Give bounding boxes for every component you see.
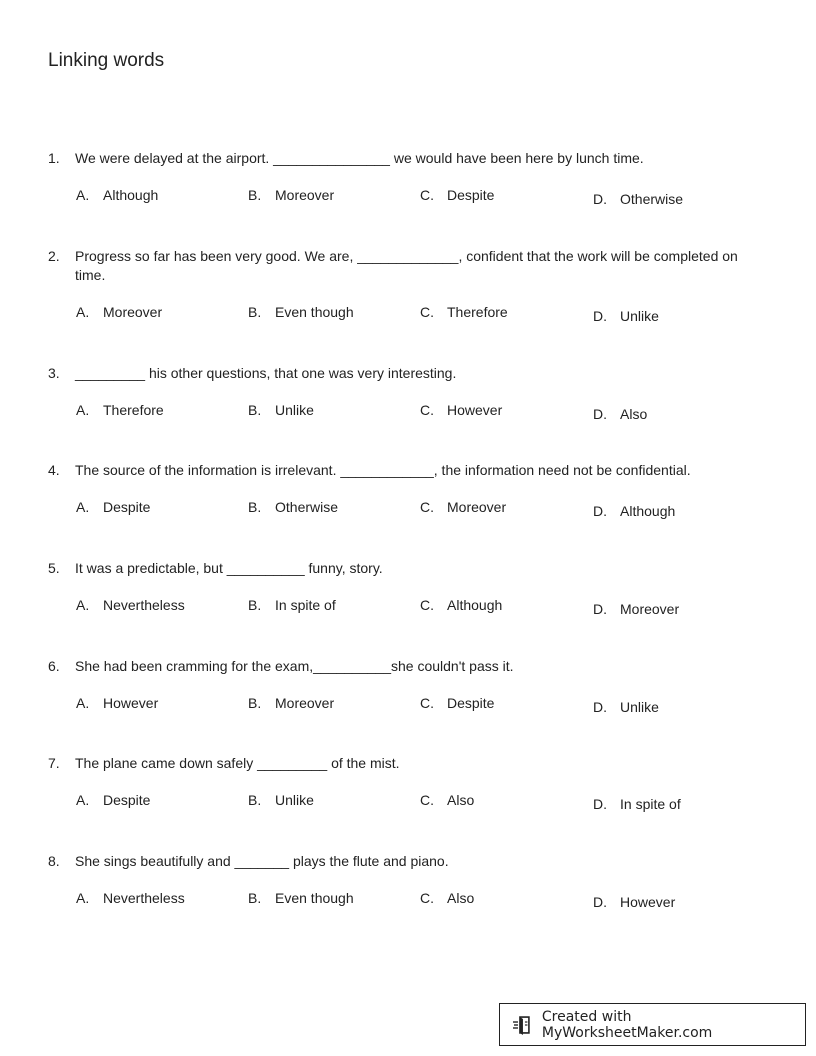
question-number: 6. xyxy=(48,658,60,674)
option-d[interactable]: D. Moreover xyxy=(593,601,680,617)
answer-options xyxy=(48,792,768,816)
answer-options xyxy=(48,890,768,914)
option-d[interactable]: D. Unlike xyxy=(593,699,659,715)
question-7 xyxy=(48,754,768,816)
question-6 xyxy=(48,657,768,719)
question-number: 3. xyxy=(48,365,60,381)
question-number: 4. xyxy=(48,462,60,478)
question-4 xyxy=(48,461,768,523)
page-title: Linking words xyxy=(48,50,165,71)
answer-options xyxy=(48,187,768,211)
question-text: The source of the information is irrelevant. ____________, the information need not be confidential. xyxy=(75,462,691,478)
option-b[interactable]: B. Otherwise xyxy=(248,499,339,515)
option-b[interactable]: B. Unlike xyxy=(248,402,314,418)
option-b[interactable]: B. Unlike xyxy=(248,792,314,808)
option-b[interactable]: B. Even though xyxy=(248,304,354,320)
question-8 xyxy=(48,852,768,914)
option-b[interactable]: B. Even though xyxy=(248,890,354,906)
option-c[interactable]: C. Also xyxy=(420,792,475,808)
option-a[interactable]: A. Nevertheless xyxy=(76,597,185,613)
question-text: _________ his other questions, that one was very interesting. xyxy=(75,365,457,381)
answer-options xyxy=(48,597,768,621)
question-text: She had been cramming for the exam,__________she couldn't pass it. xyxy=(75,658,514,674)
question-text: The plane came down safely _________ of the mist. xyxy=(75,755,400,771)
question-5 xyxy=(48,559,768,621)
option-c[interactable]: C. Moreover xyxy=(420,499,507,515)
option-c[interactable]: C. Despite xyxy=(420,187,495,203)
option-d[interactable]: D. Otherwise xyxy=(593,191,684,207)
answer-options xyxy=(48,304,768,328)
option-d[interactable]: D. In spite of xyxy=(593,796,681,812)
option-a[interactable]: A. Although xyxy=(76,187,159,203)
question-1 xyxy=(48,149,768,211)
option-d[interactable]: D. Also xyxy=(593,406,648,422)
question-2 xyxy=(48,247,768,328)
option-b[interactable]: B. In spite of xyxy=(248,597,336,613)
answer-options xyxy=(48,402,768,426)
question-number: 7. xyxy=(48,755,60,771)
option-d[interactable]: D. However xyxy=(593,894,676,910)
option-c[interactable]: C. Also xyxy=(420,890,475,906)
option-c[interactable]: C. Despite xyxy=(420,695,495,711)
option-b[interactable]: B. Moreover xyxy=(248,695,335,711)
option-a[interactable]: A. Despite xyxy=(76,499,151,515)
question-number: 8. xyxy=(48,853,60,869)
option-a[interactable]: A. Nevertheless xyxy=(76,890,185,906)
question-3 xyxy=(48,364,768,426)
question-text: She sings beautifully and _______ plays the flute and piano. xyxy=(75,853,449,869)
answer-options xyxy=(48,499,768,523)
option-c[interactable]: C. Although xyxy=(420,597,503,613)
footer-text: Created with MyWorksheetMaker.com xyxy=(541,1008,713,1041)
question-number: 2. xyxy=(48,248,60,264)
question-number: 5. xyxy=(48,560,60,576)
book-logo-icon xyxy=(512,1014,534,1036)
option-a[interactable]: A. Moreover xyxy=(76,304,163,320)
option-a[interactable]: A. Despite xyxy=(76,792,151,808)
question-text: Progress so far has been very good. We are, _____________, confident that the work will be completed on time. xyxy=(75,248,738,283)
option-d[interactable]: D. Although xyxy=(593,503,676,519)
question-number: 1. xyxy=(48,150,60,166)
question-text: It was a predictable, but __________ funny, story. xyxy=(75,560,383,576)
option-a[interactable]: A. However xyxy=(76,695,159,711)
option-b[interactable]: B. Moreover xyxy=(248,187,335,203)
option-a[interactable]: A. Therefore xyxy=(76,402,164,418)
option-c[interactable]: C. Therefore xyxy=(420,304,508,320)
footer-credit[interactable] xyxy=(499,1003,806,1046)
question-text: We were delayed at the airport. _______________ we would have been here by lunch time. xyxy=(75,150,644,166)
option-d[interactable]: D. Unlike xyxy=(593,308,659,324)
option-c[interactable]: C. However xyxy=(420,402,503,418)
answer-options xyxy=(48,695,768,719)
